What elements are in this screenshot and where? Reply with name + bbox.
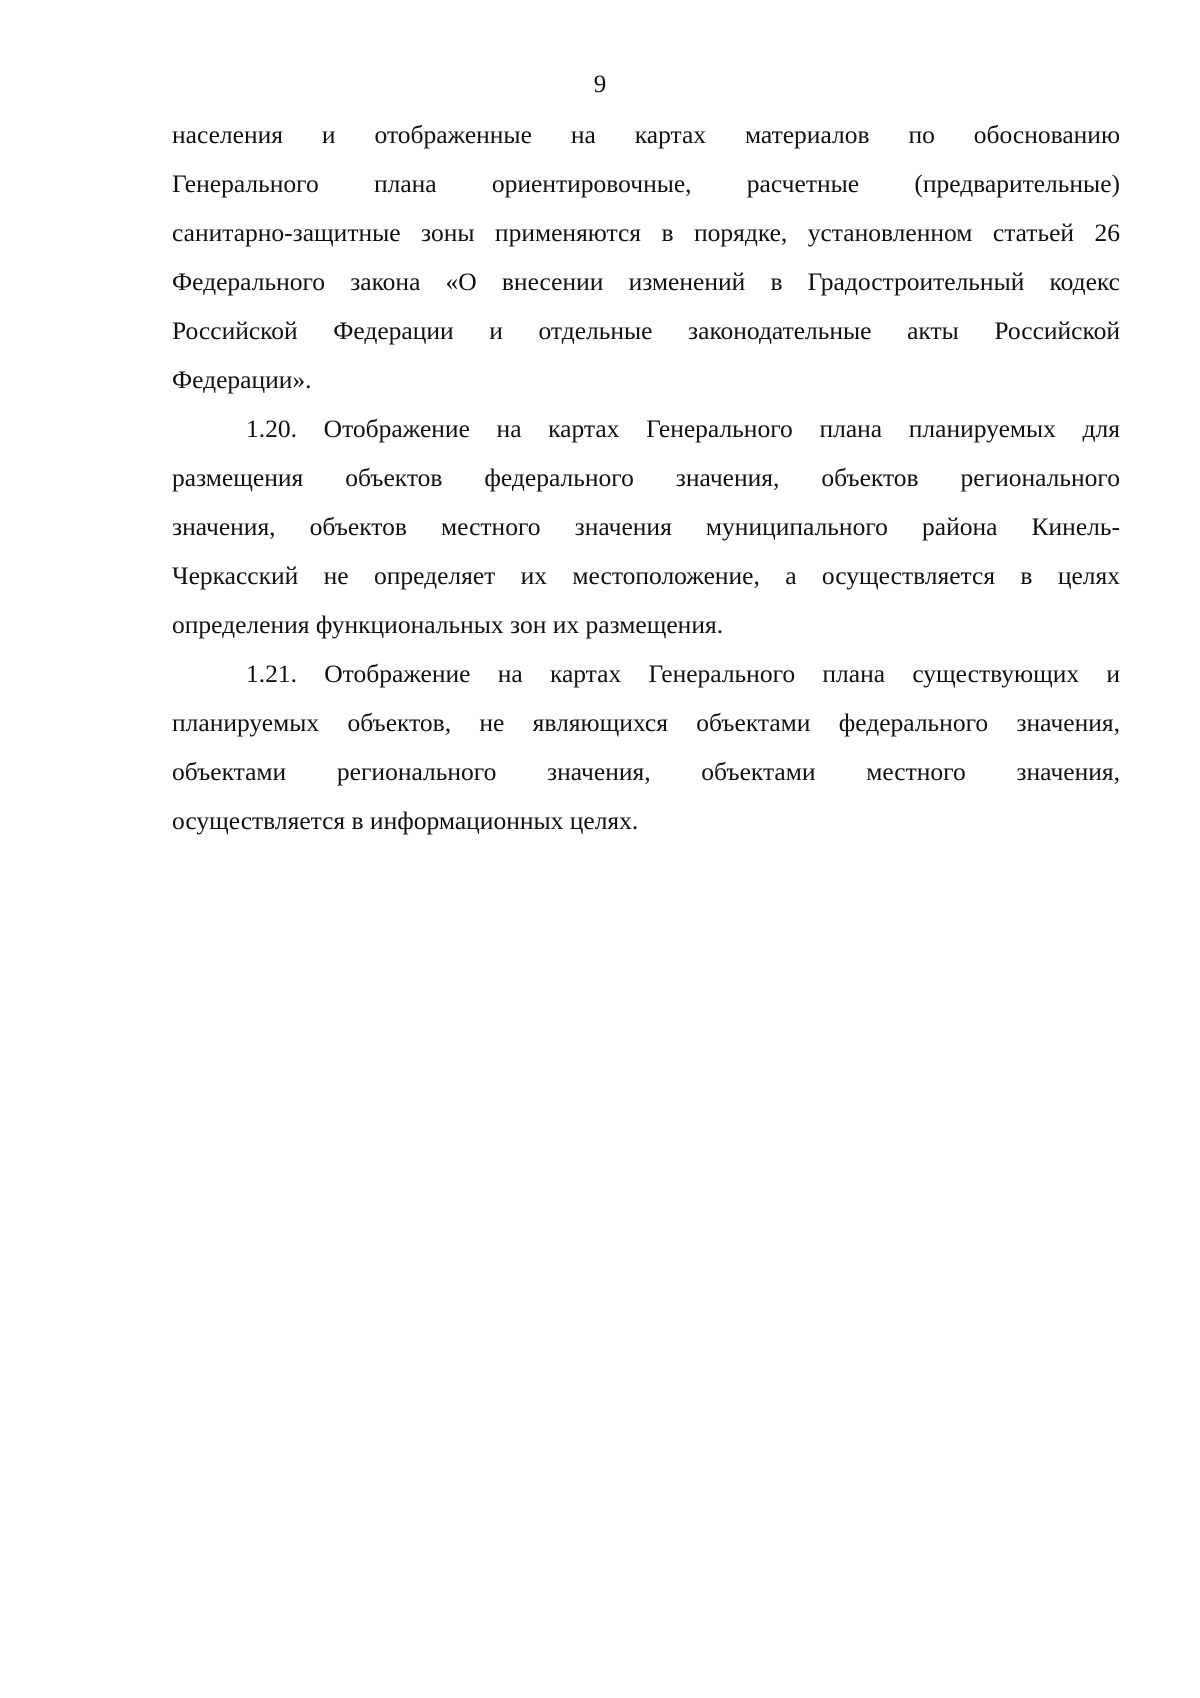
text-line: санитарно-защитные зоны применяются в порядке, установленном статьей 26 [172,218,1120,247]
text-line: размещения объектов федерального значения, объектов регионального [172,463,1120,492]
text-line: 1.20. Отображение на картах Генерального плана планируемых для [246,414,1120,443]
text-line: Российской Федерации и отдельные законодательные акты Российской [172,316,1120,345]
text-line: населения и отображенные на картах материалов по обоснованию [172,120,1120,149]
text-line: определения функциональных зон их размещения. [172,610,724,639]
page-number: 9 [593,71,607,98]
text-line: значения, объектов местного значения муниципального района Кинель- [172,512,1120,541]
paragraph-continuation [172,110,1120,404]
text-line: Федерального закона «О внесении изменений в Градостроительный кодекс [172,267,1120,296]
text-line: осуществляется в информационных целях. [172,806,639,835]
text-line: планируемых объектов, не являющихся объектами федерального значения, [172,708,1120,737]
paragraph-clause-1-20 [172,404,1120,649]
text-line: 1.21. Отображение на картах Генерального плана существующих и [246,659,1120,688]
document-body [172,110,1120,845]
text-line: Черкасский не определяет их местоположение, а осуществляется в целях [172,561,1120,590]
text-line: Генерального плана ориентировочные, расчетные (предварительные) [172,169,1120,198]
text-line: Федерации». [172,365,312,394]
paragraph-clause-1-21 [172,649,1120,845]
text-line: объектами регионального значения, объектами местного значения, [172,757,1120,786]
